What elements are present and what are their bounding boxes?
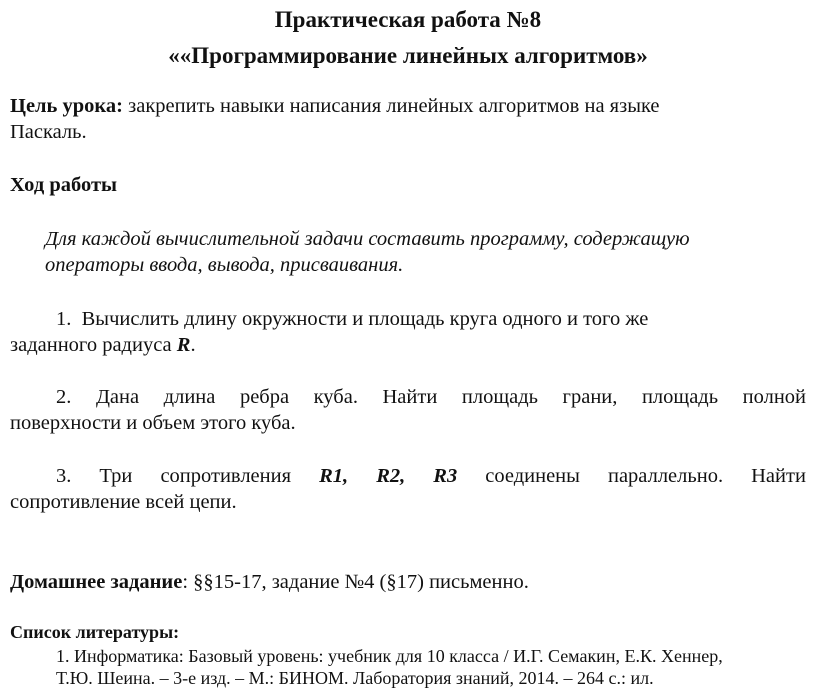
task-3-var-r3: R3 bbox=[433, 465, 458, 487]
reference-1-line1: 1. Информатика: Базовый уровень: учебник для 10 класса / И.Г. Семакин, Е.К. Хеннер, bbox=[56, 646, 723, 666]
task-1-text: Вычислить длину окружности и площадь круга одного и того же bbox=[81, 308, 649, 330]
task-2-line1 bbox=[56, 387, 806, 408]
task-1-line1 bbox=[56, 309, 648, 330]
task-2-number: 2. bbox=[56, 386, 72, 408]
references-heading: Список литературы: bbox=[10, 622, 180, 642]
task-3-line1 bbox=[56, 466, 806, 487]
instruction-line2: операторы ввода, вывода, присваивания. bbox=[45, 254, 404, 276]
task-1-line2 bbox=[10, 335, 196, 356]
goal-text-line2: Паскаль. bbox=[10, 121, 87, 143]
task-2-text: Дана длина ребра куба. Найти площадь грани, площадь полной bbox=[95, 386, 807, 408]
task-3-var-r2: R2, bbox=[376, 465, 406, 487]
task-3-word-1: Три bbox=[99, 465, 133, 487]
page-title-line2: ««Программирование линейных алгоритмов» bbox=[168, 43, 648, 68]
task-2-line2: поверхности и объем этого куба. bbox=[10, 412, 296, 434]
task-1-line2-text: заданного радиуса bbox=[10, 334, 177, 356]
task-1-line2-end: . bbox=[190, 334, 196, 356]
homework-text: : §§15-17, задание №4 (§17) письменно. bbox=[182, 571, 529, 593]
reference-1-line2: Т.Ю. Шеина. – 3-е изд. – М.: БИНОМ. Лаборатория знаний, 2014. – 264 с.: ил. bbox=[56, 668, 654, 688]
task-3-word-8: Найти bbox=[751, 465, 806, 487]
goal-paragraph bbox=[10, 96, 660, 117]
task-3-word-6: соединены bbox=[485, 465, 580, 487]
goal-label: Цель урока: bbox=[10, 95, 123, 117]
task-3-word-7: параллельно. bbox=[607, 465, 724, 487]
task-3-line2: сопротивление всей цепи. bbox=[10, 491, 237, 513]
task-1-number: 1. bbox=[56, 308, 72, 330]
task-3-var-r1: R1, bbox=[319, 465, 349, 487]
task-1-variable: R bbox=[176, 334, 191, 356]
goal-text-line1: закрепить навыки написания линейных алгоритмов на языке bbox=[123, 95, 660, 117]
workflow-heading: Ход работы bbox=[10, 174, 118, 196]
task-3-word-2: сопротивления bbox=[160, 465, 292, 487]
page-title-line1: Практическая работа №8 bbox=[274, 7, 542, 32]
homework-paragraph bbox=[10, 572, 529, 593]
task-3-number: 3. bbox=[56, 465, 72, 487]
instruction-line1: Для каждой вычислительной задачи составить программу, содержащую bbox=[45, 228, 690, 250]
homework-label: Домашнее задание bbox=[10, 571, 183, 593]
